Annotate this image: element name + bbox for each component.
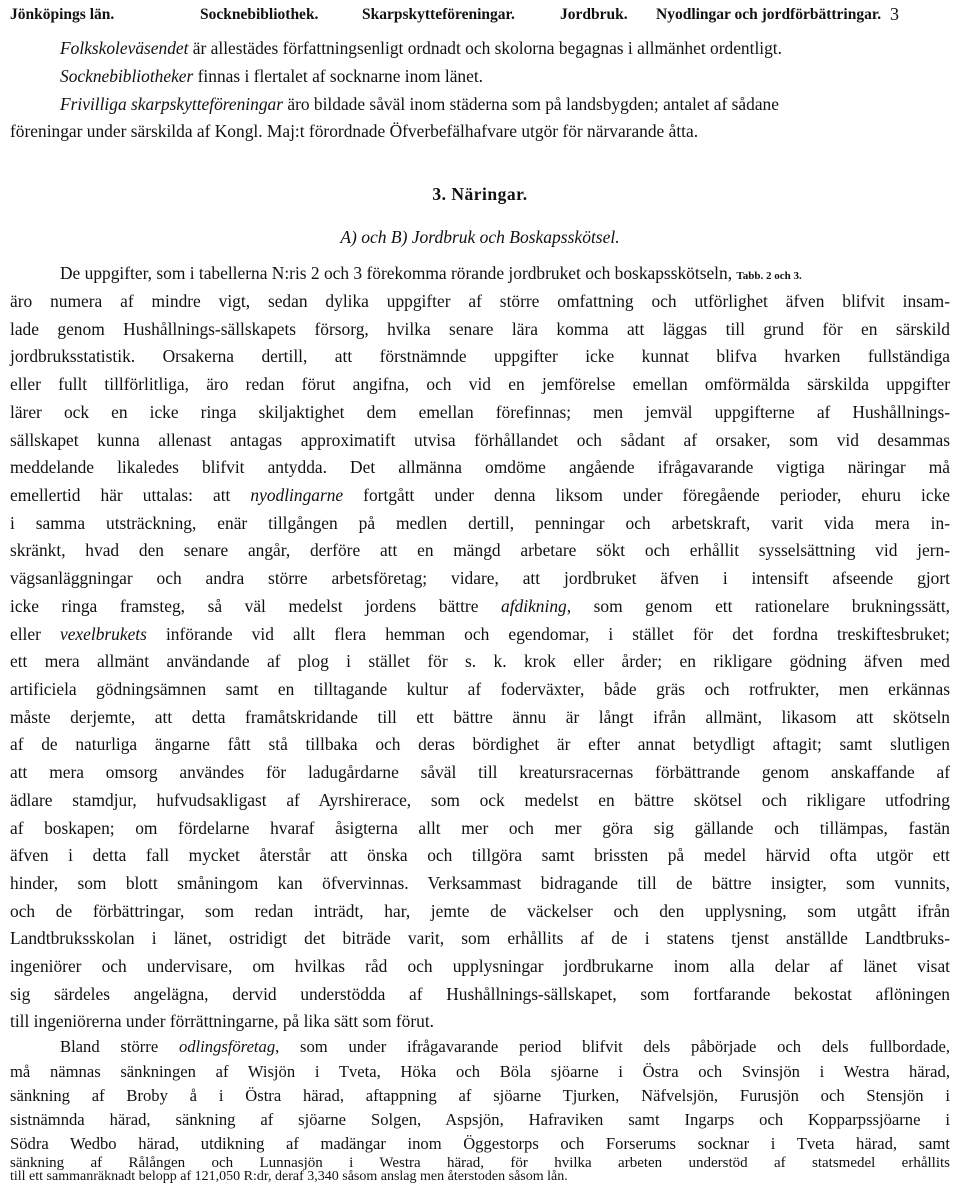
body-line: sänkning af Broby å i Östra härad, aftappning af sjöarne Tjurken, Näfvelsjön, Furusjön och Stensjön i [10, 1086, 950, 1105]
intro-line: föreningar under särskilda af Kongl. Maj:t förordnade Öfverbefälhafvare utgör för närvarande åtta. [10, 121, 699, 141]
header-section-agriculture: Jordbruk. [560, 6, 628, 23]
body-line: icke ringa framsteg, så väl medelst jordens bättre afdikning, som genom ett rationelare brukningssätt, [10, 596, 950, 616]
body-line: Bland större odlingsföretag, som under ifrågavarande period blifvit dels påbörjade och dels fullbordade, [60, 1037, 951, 1056]
header-section-cultivation: Nyodlingar och jordförbättringar. [656, 6, 882, 23]
body-line: af de naturliga ängarne fått stå tillbaka och deras bördighet är efter annat betydligt aftagit; samt slutligen [10, 734, 950, 754]
body-line: till ett sammanräknadt belopp af 121,050 R:dr, deraf 3,340 såsom anslag men återstoden såsom lån. [10, 1169, 568, 1184]
body-line: att mera omsorg användes för ladugårdarne såväl till kreatursracernas förbättrande genom anskaffande af [10, 762, 950, 782]
body-line: äfven i detta fall mycket återstår att önska och tillgöra samt brissten på medel härvid ofta utgör ett [10, 845, 950, 865]
body-line: hinder, som blott småningom kan öfvervinnas. Verksammast bidragande till de bättre insigter, som vunnits, [10, 873, 950, 893]
body-line: lade genom Hushållnings-sällskapets försorg, hvilka senare lära komma att läggas till grund för en särskild [10, 319, 950, 339]
body-line: måste derjemte, att detta framåtskridande till ett bättre ännu är långt ifrån allmänt, likasom att skötseln [10, 707, 950, 727]
page-header [10, 0, 955, 28]
intro-line: Folkskoleväsendet är allestädes författningsenligt ordnadt och skolorna begagnas i allmänhet ordentligt. [60, 38, 782, 58]
body-line: äro numera af mindre vigt, sedan dylika uppgifter af större omfattning och utförlighet äfven blifvit insam- [10, 291, 950, 311]
body-line: sistnämnda härad, sänkning af sjöarne Solgen, Aspsjön, Hafraviken samt Ingarps och Kopparpssjöarne i [10, 1110, 950, 1129]
body-line: emellertid här uttalas: att nyodlingarne fortgått under denna liksom under föregående perioder, ehuru icke [10, 485, 950, 505]
body-line: skränkt, hvad den senare angår, derföre att en mängd arbetare sökt och erhållit sysselsättning vid jern- [10, 540, 950, 560]
header-section-rifle: Skarpskytteföreningar. [362, 6, 515, 23]
section-subtitle: A) och B) Jordbruk och Boskapsskötsel. [340, 227, 620, 247]
body-line: Landtbruksskolan i länet, ostridigt det biträde varit, som erhållits af de i statens tjenst anställde Landtbruks- [10, 928, 950, 948]
body-line: jordbruksstatistik. Orsakerna dertill, att förstnämnde uppgifter icke kunnat blifva hvarken fullständiga [10, 346, 950, 366]
body-line: artificiela gödningsämnen samt en tilltagande kultur af foderväxter, både gräs och rotfrukter, men erkännas [10, 679, 950, 699]
margin-note: Tabb. 2 och 3. [736, 270, 802, 282]
body-line: De uppgifter, som i tabellerna N:ris 2 och 3 förekomma rörande jordbruket och boskapsskötseln, Tabb. 2 och 3. [60, 263, 802, 283]
body-line: vägsanläggningar och andra större arbetsföretag; vidare, att jordbruket äfven i intensift afseende gjort [10, 568, 950, 588]
body-line: ädlare stamdjur, hufvudsakligast af Ayrshirerace, som ock medelst en bättre skötsel och rikligare utfodring [10, 790, 950, 810]
body-line: ingeniörer och undervisare, om hvilkas råd och upplysningar jordbrukarne inom alla delar af länet visat [10, 956, 950, 976]
body-line: sällskapet kunna allenast antagas approximatift utvisa förhållandet och sådant af orsaker, som vid desammas [10, 430, 950, 450]
body-line: eller fullt tillförlitliga, äro redan förut angifna, och vid en jemförelse emellan omförmälda särskilda uppgifter [10, 374, 950, 394]
body-line: ett mera allmänt användande af plog i stället för s. k. krok eller årder; en rikligare gödning äfven med [10, 651, 950, 671]
body-line: sig särdeles angelägna, dervid understödda af Hushållnings-sällskapet, som fortfarande bekostat aflöningen [10, 984, 950, 1004]
section-title: 3. Näringar. [432, 184, 528, 204]
header-county: Jönköpings län. [10, 6, 115, 23]
page-number: 3 [890, 4, 899, 24]
body-line: lärer ock en icke ringa skiljaktighet dem emellan förefinnas; men jemväl uppgifterne af Hushållnings- [10, 402, 950, 422]
body-line: eller vexelbrukets införande vid allt flera hemman och egendomar, i stället för det fordna treskiftesbruket; [10, 624, 950, 644]
body-line: sänkning af Rålången och Lunnasjön i Westra härad, för hvilka arbeten understöd af statsmedel erhållits [10, 1155, 950, 1171]
body-line: och de förbättringar, som redan inträdt, har, jemte de väckelser och den upplysning, som utgått ifrån [10, 901, 950, 921]
intro-line: Socknebibliotheker finnas i flertalet af socknarne inom länet. [60, 66, 484, 86]
body-line: Södra Wedbo härad, utdikning af madängar inom Öggestorps och Forserums socknar i Tveta härad, samt [10, 1134, 950, 1153]
body-line: i samma utsträckning, enär tillgången på medlen dertill, penningar och arbetskraft, varit vida mera in- [10, 513, 950, 533]
body-line: må nämnas sänkningen af Wisjön i Tveta, Höka och Böla sjöarne i Östra och Svinsjön i Westra härad, [10, 1062, 950, 1081]
body-line: meddelande likaledes blifvit antydda. Det allmänna omdöme angående ifrågavarande vigtiga näringar må [10, 457, 950, 477]
intro-line: Frivilliga skarpskytteföreningar äro bildade såväl inom städerna som på landsbygden; antalet af sådane [60, 94, 779, 114]
body-line: af boskapen; om fördelarne hvaraf åsigterna allt mer och mer göra sig gällande och tillämpas, fastän [10, 818, 950, 838]
header-section-library: Socknebibliothek. [200, 6, 319, 23]
body-line: till ingeniörerna under förrättningarne, på lika sätt som förut. [10, 1011, 435, 1031]
